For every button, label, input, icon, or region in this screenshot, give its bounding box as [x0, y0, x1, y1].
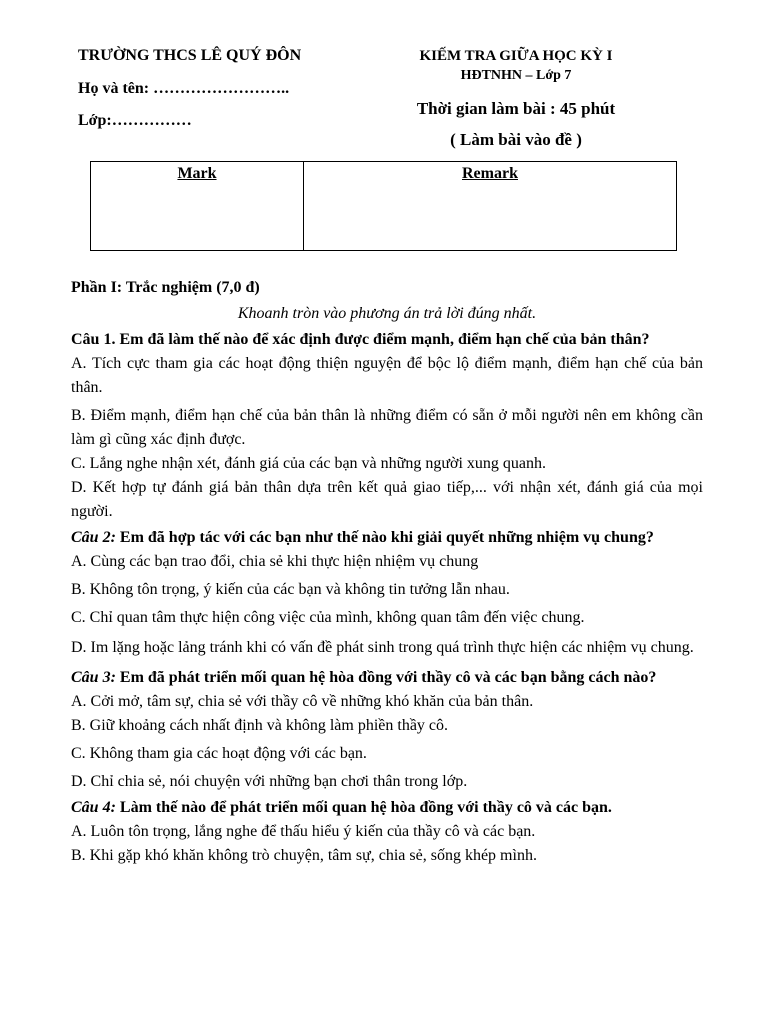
option-b: B. Điểm mạnh, điểm hạn chế của bản thân là những điểm có sẵn ở mỗi người nên em không cần làm gì cũng xác định được. [71, 407, 703, 448]
student-name-field: Họ và tên: …………………….. [78, 80, 290, 97]
option-c: C. Không tham gia các hoạt động với các bạn. [71, 745, 367, 762]
school-name: TRƯỜNG THCS LÊ QUÝ ĐÔN [78, 47, 302, 64]
question-label: Câu 3: [71, 669, 116, 686]
option-b: B. Không tôn trọng, ý kiến của các bạn và không tin tưởng lẫn nhau. [71, 581, 510, 598]
option-d: D. Chỉ chia sẻ, nói chuyện với những bạn chơi thân trong lớp. [71, 773, 468, 790]
question-label: Câu 2: [71, 529, 116, 546]
question-text: Làm thế nào để phát triển mối quan hệ hòa đồng với thầy cô và các bạn. [115, 799, 612, 816]
question-1 [71, 328, 703, 352]
section-instruction: Khoanh tròn vào phương án trả lời đúng nhất. [237, 305, 537, 322]
question-label: Câu 1 [71, 331, 112, 348]
exam-content [71, 276, 703, 868]
class-field: Lớp:…………… [78, 112, 192, 129]
mark-header: Mark [177, 165, 217, 182]
option-a: A. Cùng các bạn trao đổi, chia sẻ khi thực hiện nhiệm vụ chung [71, 553, 479, 570]
option-d: D. Kết hợp tự đánh giá bản thân dựa trên kết quả giao tiếp,... với nhận xét, đánh giá của mọi người. [71, 479, 703, 520]
question-3 [71, 666, 703, 690]
question-text: . Em đã làm thế nào để xác định được điểm mạnh, điểm hạn chế của bản thân? [111, 331, 650, 348]
question-label: Câu 4: [71, 799, 116, 816]
section-title: Phần I: Trắc nghiệm (7,0 đ) [71, 279, 260, 296]
exam-note: ( Làm bài vào đề ) [450, 130, 582, 149]
option-c: C. Chỉ quan tâm thực hiện công việc của mình, không quan tâm đến việc chung. [71, 609, 585, 626]
question-text: Em đã hợp tác với các bạn như thế nào khi giải quyết những nhiệm vụ chung? [115, 529, 654, 546]
grade-table [90, 161, 677, 251]
option-a: A. Luôn tôn trọng, lắng nghe để thấu hiểu ý kiến của thầy cô và các bạn. [71, 823, 536, 840]
option-a: A. Cởi mở, tâm sự, chia sẻ với thầy cô về những khó khăn của bản thân. [71, 693, 534, 710]
mark-column [91, 162, 304, 250]
option-b: B. Khi gặp khó khăn không trò chuyện, tâm sự, chia sẻ, sống khép mình. [71, 847, 537, 864]
exam-time: Thời gian làm bài : 45 phút [416, 99, 616, 118]
option-d: D. Im lặng hoặc lảng tránh khi có vấn đề phát sinh trong quá trình thực hiện các nhiệm vụ chung. [71, 639, 694, 656]
option-b: B. Giữ khoảng cách nhất định và không làm phiền thầy cô. [71, 717, 449, 734]
question-4 [71, 796, 703, 820]
remark-header: Remark [462, 165, 518, 182]
question-2 [71, 526, 703, 550]
exam-subject: HĐTNHN – Lớp 7 [460, 68, 572, 83]
remark-column [304, 162, 676, 250]
option-a: A. Tích cực tham gia các hoạt động thiện nguyện để bộc lộ điểm mạnh, điểm hạn chế của bản thân. [71, 355, 703, 396]
option-c: C. Lắng nghe nhận xét, đánh giá của các bạn và những người xung quanh. [71, 455, 547, 472]
question-text: Em đã phát triển mối quan hệ hòa đồng với thầy cô và các bạn bằng cách nào? [115, 669, 657, 686]
exam-title: KIẾM TRA GIỮA HỌC KỲ I [419, 48, 613, 64]
